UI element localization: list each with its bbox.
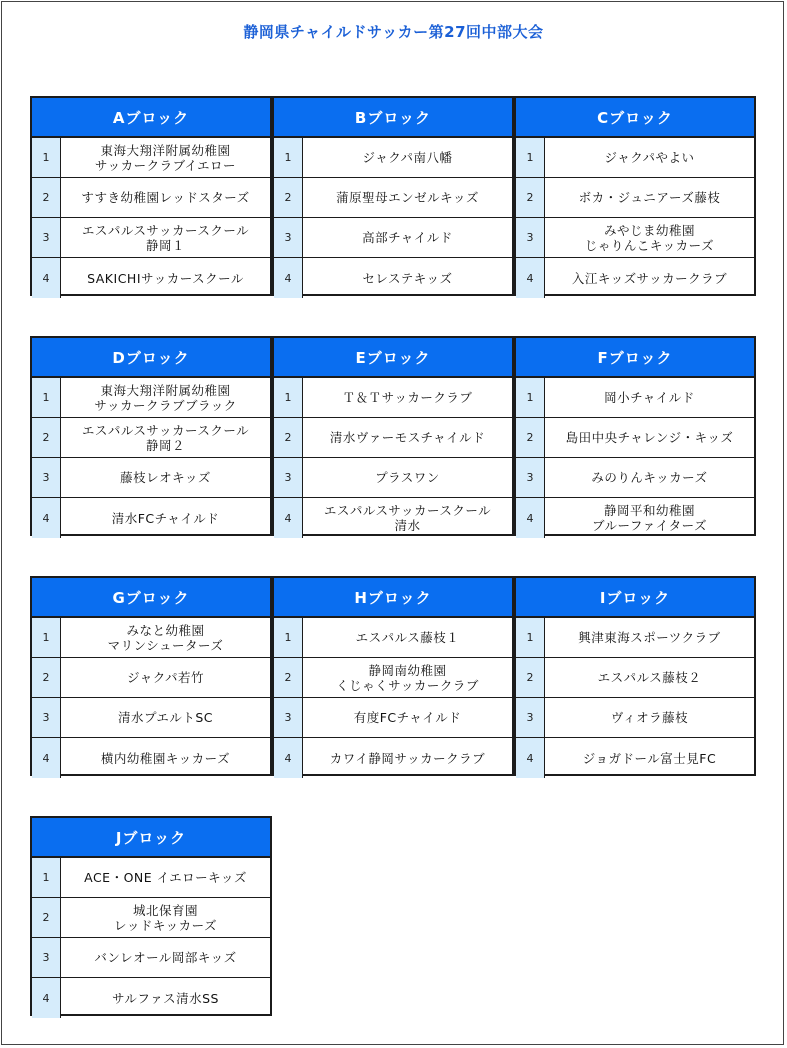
team-row (516, 498, 754, 538)
team-row (32, 698, 270, 738)
block-header: Jブロック (32, 818, 270, 858)
team-number: 2 (516, 658, 545, 697)
team-name: みのりんキッカーズ (591, 470, 708, 485)
team-name: エスパルス藤枝１ (355, 630, 460, 645)
team-name: ジャクパやよい (604, 150, 695, 165)
team-row (274, 458, 512, 498)
team-number: 4 (32, 738, 61, 778)
block-table (514, 96, 756, 296)
team-row (516, 418, 754, 458)
team-row (32, 658, 270, 698)
team-number: 4 (274, 258, 303, 298)
team-number: 4 (516, 498, 545, 538)
block-header: Aブロック (32, 98, 270, 138)
block-table (514, 576, 756, 776)
team-row (516, 378, 754, 418)
team-number: 2 (32, 658, 61, 697)
team-name: 蒲原聖母エンゼルキッズ (336, 190, 479, 205)
team-number: 3 (274, 458, 303, 497)
team-row (32, 898, 270, 938)
team-number: 2 (274, 418, 303, 457)
team-number: 1 (32, 138, 61, 177)
team-row (516, 458, 754, 498)
team-name: 城北保育園 レッドキッカーズ (113, 902, 217, 933)
block-header: Gブロック (32, 578, 270, 618)
team-row (274, 258, 512, 298)
team-name: エスパルスサッカースクール 静岡１ (81, 222, 250, 253)
team-number: 1 (32, 858, 61, 897)
team-number: 4 (274, 498, 303, 538)
team-row (274, 138, 512, 178)
team-row (32, 938, 270, 978)
team-name: 静岡南幼稚園 くじゃくサッカークラブ (336, 662, 479, 693)
team-name: 清水FCチャイルド (111, 510, 220, 526)
team-row (32, 738, 270, 778)
team-number: 3 (516, 698, 545, 737)
team-name: みなと幼稚園 マリンシューターズ (107, 622, 224, 653)
team-name: 東海大翔洋附属幼稚園 サッカークラブイエロー (94, 142, 237, 173)
team-name: エスパルスサッカースクール 清水 (323, 503, 492, 533)
team-number: 1 (516, 138, 545, 177)
team-number: 3 (32, 698, 61, 737)
team-name: 横内幼稚園キッカーズ (100, 750, 231, 766)
team-number: 2 (274, 178, 303, 217)
block-table (272, 336, 514, 536)
block-header: Eブロック (274, 338, 512, 378)
block-table (30, 816, 272, 1016)
block-table (30, 96, 272, 296)
team-number: 2 (274, 658, 303, 697)
team-row (32, 498, 270, 538)
team-row (274, 418, 512, 458)
block-header: Hブロック (274, 578, 512, 618)
team-row (32, 458, 270, 498)
block-table (30, 336, 272, 536)
team-name: エスパルスサッカースクール 静岡２ (81, 422, 250, 453)
team-name: ジャクパ南八幡 (362, 150, 453, 165)
team-number: 4 (516, 738, 545, 778)
block-table (30, 576, 272, 776)
block-header: Fブロック (516, 338, 754, 378)
team-name: エスパルス藤枝２ (597, 670, 702, 685)
team-name: 高部チャイルド (362, 230, 453, 245)
block-header: Iブロック (516, 578, 754, 618)
team-number: 2 (516, 418, 545, 457)
team-row (32, 138, 270, 178)
page-title: 静岡県チャイルドサッカー第27回中部大会 (243, 23, 544, 41)
team-number: 2 (32, 418, 61, 457)
team-row (516, 738, 754, 778)
team-row (274, 738, 512, 778)
team-row (516, 618, 754, 658)
team-number: 1 (274, 138, 303, 177)
team-row (32, 218, 270, 258)
team-number: 4 (274, 738, 303, 778)
team-row (516, 658, 754, 698)
team-row (32, 258, 270, 298)
team-name: 静岡平和幼稚園 ブルーファイターズ (591, 503, 707, 533)
team-name: 藤枝レオキッズ (120, 470, 211, 485)
team-row (516, 178, 754, 218)
team-number: 4 (32, 978, 61, 1018)
team-name: ジャクパ若竹 (126, 670, 204, 685)
team-name: 興津東海スポーツクラブ (578, 630, 721, 645)
team-number: 3 (274, 698, 303, 737)
team-row (516, 138, 754, 178)
team-name: 東海大翔洋附属幼稚園 サッカークラブブラック (94, 382, 237, 413)
team-name: カワイ静岡サッカークラブ (329, 750, 486, 766)
team-name: 有度FCチャイルド (353, 710, 462, 725)
block-header: Bブロック (274, 98, 512, 138)
team-number: 4 (516, 258, 545, 298)
team-name: ジョガドール富士見FC (582, 750, 717, 766)
team-name: ヴィオラ藤枝 (610, 710, 689, 725)
team-name: 清水ヴァーモスチャイルド (329, 430, 486, 445)
team-row (274, 498, 512, 538)
team-row (516, 698, 754, 738)
team-row (274, 218, 512, 258)
team-row (516, 258, 754, 298)
team-number: 3 (32, 218, 61, 257)
team-number: 3 (516, 458, 545, 497)
block-table (514, 336, 756, 536)
team-name: ボカ・ジュニアーズ藤枝 (578, 190, 721, 205)
team-number: 4 (32, 258, 61, 298)
team-row (32, 378, 270, 418)
team-name: すすき幼稚園レッドスターズ (81, 190, 250, 205)
team-name: 清水プエルトSC (117, 710, 214, 725)
team-number: 1 (274, 378, 303, 417)
team-number: 3 (32, 458, 61, 497)
team-row (274, 618, 512, 658)
team-number: 1 (516, 618, 545, 657)
team-row (32, 178, 270, 218)
team-number: 2 (32, 178, 61, 217)
team-name: 岡小チャイルド (604, 390, 695, 405)
block-table (272, 576, 514, 776)
team-row (32, 978, 270, 1018)
block-header: Cブロック (516, 98, 754, 138)
team-name: ACE・ONE イエローキッズ (84, 870, 247, 885)
team-number: 1 (274, 618, 303, 657)
team-name: SAKICHIサッカースクール (87, 270, 244, 286)
team-row (274, 698, 512, 738)
team-row (32, 858, 270, 898)
block-table (272, 96, 514, 296)
team-name: プラスワン (375, 470, 440, 485)
team-number: 3 (32, 938, 61, 977)
team-number: 1 (516, 378, 545, 417)
team-name: みやじま幼稚園 じゃりんこキッカーズ (584, 222, 715, 253)
team-row (32, 618, 270, 658)
team-number: 2 (516, 178, 545, 217)
team-row (516, 218, 754, 258)
team-name: バンレオール岡部キッズ (94, 950, 237, 965)
team-name: セレステキッズ (362, 270, 453, 286)
team-row (274, 178, 512, 218)
team-name: サルファス清水SS (112, 990, 219, 1006)
team-number: 1 (32, 378, 61, 417)
team-row (274, 658, 512, 698)
team-name: Ｔ＆Ｔサッカークラブ (342, 390, 473, 405)
team-row (274, 378, 512, 418)
block-header: Dブロック (32, 338, 270, 378)
team-name: 島田中央チャレンジ・キッズ (565, 430, 734, 445)
team-number: 1 (32, 618, 61, 657)
team-number: 3 (516, 218, 545, 257)
team-name: 入江キッズサッカークラブ (571, 270, 728, 286)
team-number: 3 (274, 218, 303, 257)
team-number: 4 (32, 498, 61, 538)
team-row (32, 418, 270, 458)
team-number: 2 (32, 898, 61, 937)
